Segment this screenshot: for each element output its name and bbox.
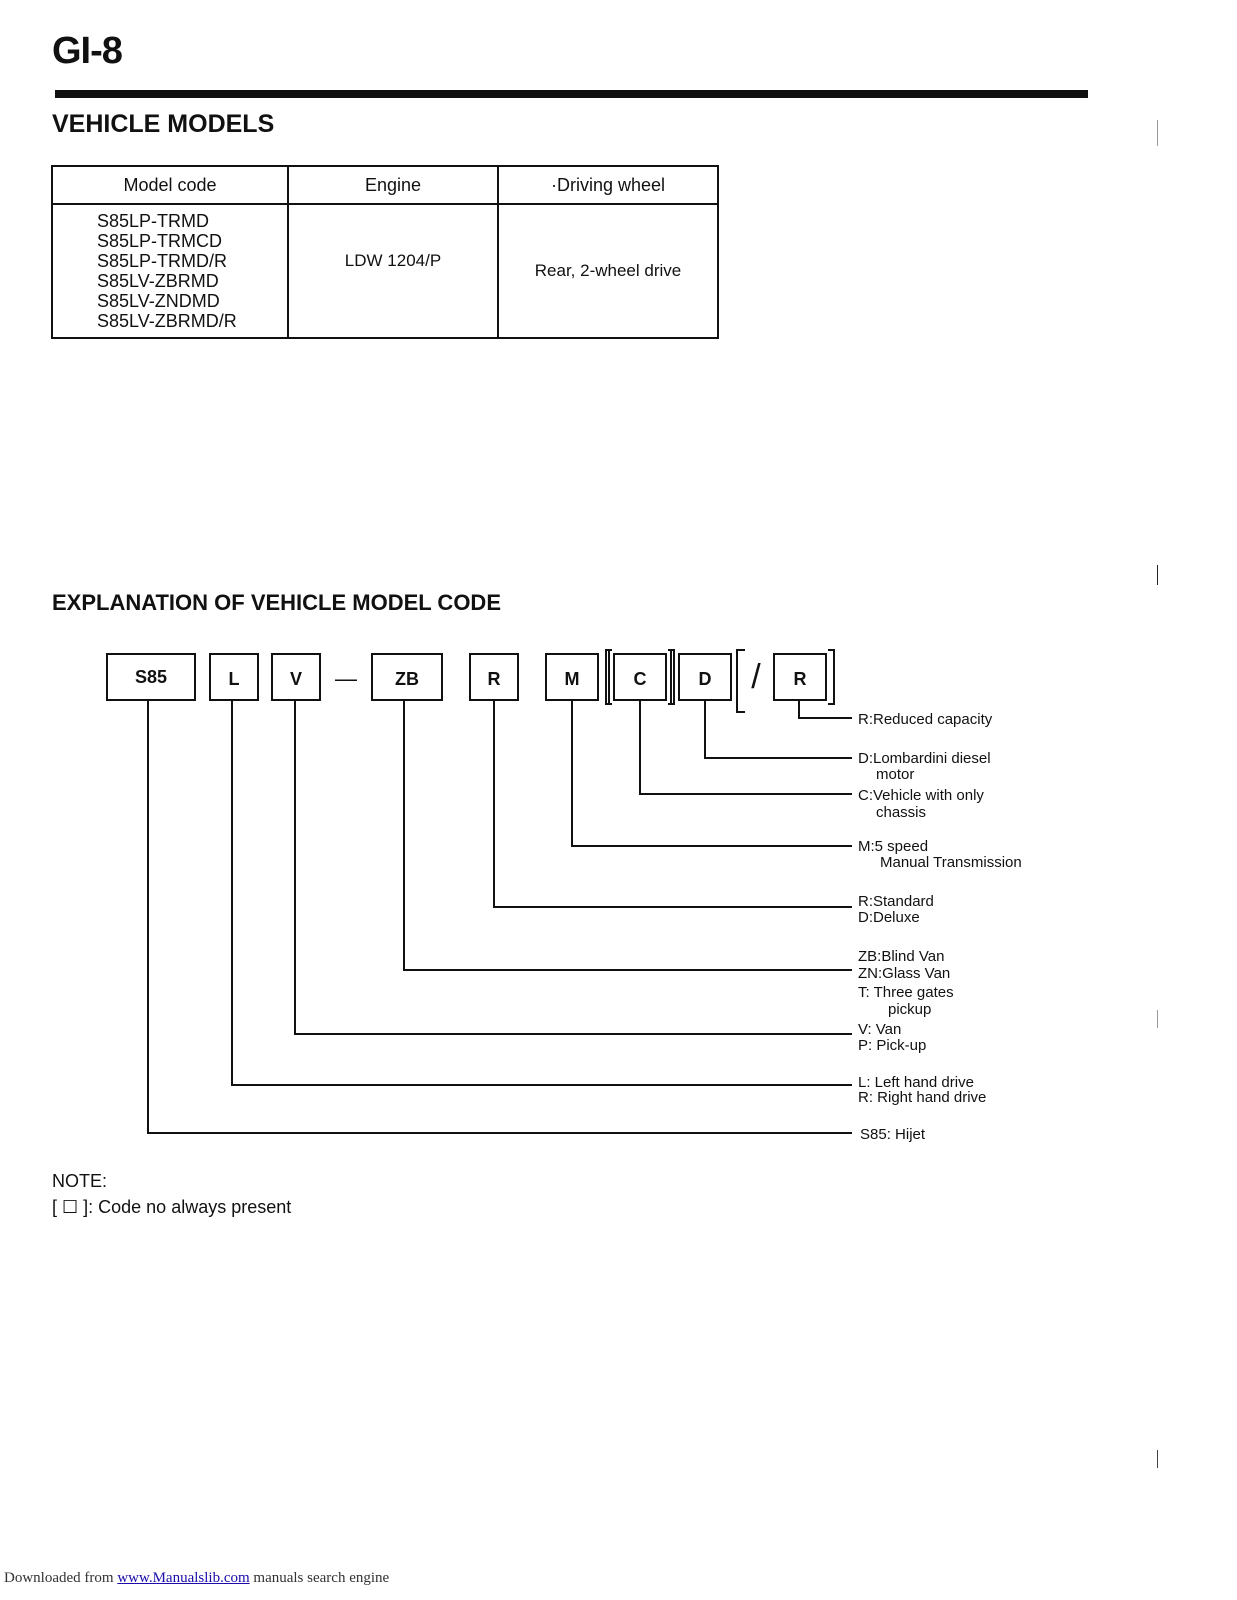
note-text: [ ☐ ]: Code no always present — [52, 1197, 292, 1217]
footer-suffix: manuals search engine — [249, 1570, 390, 1586]
scan-mark — [1157, 1450, 1158, 1468]
engine-value: LDW 1204/P — [344, 251, 442, 270]
driving-wheel-value: Rear, 2-wheel drive — [534, 261, 682, 280]
code-label-zb: ZB — [395, 669, 419, 689]
explanation-lombardini: D:Lombardini diesel — [858, 750, 991, 767]
section-title: VEHICLE MODELS — [52, 110, 275, 138]
bracket-close-r — [828, 650, 834, 704]
explanation-reduced-capacity: R:Reduced capacity — [858, 711, 993, 728]
explanation-manual-transmission: Manual Transmission — [880, 854, 1022, 871]
manualslib-link[interactable]: www.Manualslib.com — [117, 1570, 250, 1586]
explanation-three-gates: T: Three gates — [858, 984, 954, 1001]
code-label-v: V — [289, 669, 303, 689]
scan-mark — [1157, 565, 1158, 585]
leader-line-r — [494, 700, 852, 907]
model-code: S85LP-TRMD — [97, 211, 210, 231]
leader-line-d — [705, 700, 852, 758]
bracket-open-r — [737, 650, 745, 712]
model-code: S85LP-TRMD/R — [97, 251, 228, 271]
code-label-m: M — [564, 669, 580, 689]
leader-line-v — [295, 700, 852, 1034]
code-label-s85: S85 — [134, 667, 168, 687]
explanation-blind-van: ZB:Blind Van — [858, 948, 945, 965]
explanation-lombardini-cont: motor — [876, 766, 915, 783]
model-code: S85LV-ZNDMD — [97, 291, 220, 311]
explanation-pick-up: P: Pick-up — [858, 1037, 927, 1054]
model-code: S85LV-ZBRMD/R — [97, 311, 237, 331]
scan-mark — [1157, 1010, 1158, 1028]
explanation-glass-van: ZN:Glass Van — [858, 965, 951, 982]
bracket-open-c — [606, 650, 612, 704]
model-code: S85LP-TRMCD — [97, 231, 223, 251]
code-label-r-reduced: R — [793, 669, 807, 689]
diagram-title: EXPLANATION OF VEHICLE MODEL CODE — [52, 590, 501, 615]
explanation-5-speed: M:5 speed — [858, 838, 929, 855]
code-label-l: L — [228, 669, 240, 689]
header-engine: Engine — [288, 166, 498, 204]
explanation-van: V: Van — [858, 1021, 902, 1038]
driving-wheel-cell — [498, 204, 718, 338]
bracket-close-c — [668, 650, 674, 704]
footer-prefix: Downloaded from — [4, 1570, 118, 1586]
vehicle-models-table — [51, 165, 719, 339]
explanation-chassis: C:Vehicle with only — [858, 787, 984, 804]
download-footer — [4, 1570, 389, 1587]
table-header-row — [52, 166, 718, 204]
page-number: GI-8 — [52, 30, 122, 72]
note — [52, 1168, 291, 1220]
model-code-diagram — [0, 630, 1237, 1160]
explanation-pickup: pickup — [888, 1001, 932, 1018]
code-label-r: R — [487, 669, 501, 689]
engine-cell — [288, 204, 498, 338]
explanation-left-hand-drive: L: Left hand drive — [858, 1074, 974, 1091]
explanation-right-hand-drive: R: Right hand drive — [858, 1089, 987, 1106]
header-rule — [55, 90, 1088, 98]
code-label-d: D — [698, 669, 712, 689]
leader-line-c — [640, 700, 852, 794]
dash-separator: — — [335, 666, 357, 691]
table-row — [52, 204, 718, 338]
note-label: NOTE: — [52, 1171, 108, 1191]
header-model-code: Model code — [52, 166, 288, 204]
explanation-chassis-cont: chassis — [876, 804, 927, 821]
explanation-deluxe: D:Deluxe — [858, 909, 920, 926]
explanation-standard: R:Standard — [858, 893, 934, 910]
code-label-c: C — [633, 669, 647, 689]
header-driving-wheel: ·Driving wheel — [498, 166, 718, 204]
model-code: S85LV-ZBRMD — [97, 271, 219, 291]
leader-line-r-reduced — [799, 700, 852, 718]
leader-line-zb — [404, 700, 852, 970]
scan-mark — [1157, 120, 1158, 146]
leader-line-m — [572, 700, 852, 846]
slash-separator: / — [751, 658, 761, 696]
model-code-cell — [52, 204, 288, 338]
leader-line-s85 — [148, 700, 852, 1133]
explanation-hijet: S85: Hijet — [860, 1126, 926, 1143]
